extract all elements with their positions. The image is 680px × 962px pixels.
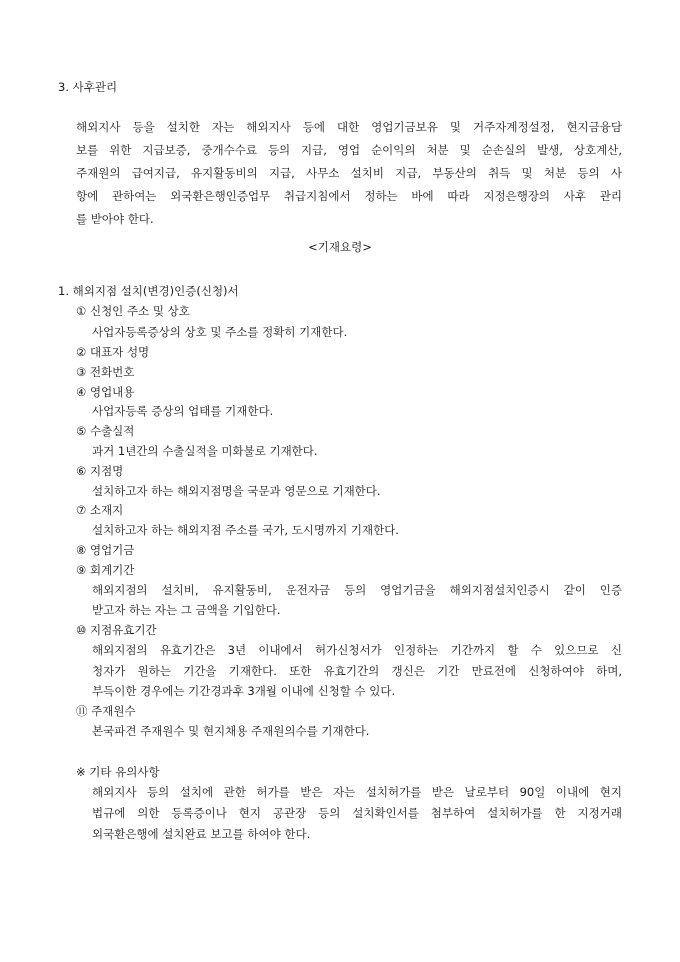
form-item-description: 부득이한 경우에는 기간경과후 3개월 이내에 신청할 수 있다. [92,684,396,698]
section-3-paragraph-line: 해외지사 등을 설치한 자는 해외지사 등에 대한 영업기금보유 및 거주자계정설정, 현지금융담 [76,120,622,134]
guide-title: <기재요령> [308,240,372,254]
form-item-label: ⑥ 지점명 [76,464,124,478]
section-3-paragraph-line: 보를 위한 지급보증, 중개수수료 등의 지급, 영업 순이익의 처분 및 순손실의 발생, 상호계산, [76,143,622,157]
form-item-label: ⑩ 지점유효기간 [76,623,157,637]
section-3-paragraph-line: 주재원의 급여지급, 유지활동비의 지급, 사무소 설치비 지급, 부동산의 취득 및 처분 등의 사 [76,166,622,180]
form-item-description: 사업자등록증상의 상호 및 주소를 정확히 기재한다. [92,325,348,339]
form-item-description: 사업자등록 증상의 업태를 기재한다. [92,404,274,418]
form-item-label: ④ 영업내용 [76,385,135,399]
form-item-description: 설치하고자 하는 해외지점명을 국문과 영문으로 기재한다. [92,484,381,498]
section-3-heading: 3. 사후관리 [58,80,118,94]
form-item-description: 해외지점의 설치비, 유지활동비, 운전자금 등의 영업기금을 해외지점설치인증시 같이 인증 [92,583,622,597]
form-item-description: 본국파견 주재원수 및 현지채용 주재원의수를 기재한다. [92,724,370,738]
section-3-paragraph-line: 를 받아야 한다. [76,212,154,226]
form-item-description: 청자가 원하는 기간을 기재한다. 또한 유효기간의 갱신은 기간 만료전에 신청하여야 하며, [92,664,622,678]
note-line: 법규에 의한 등록증이나 현지 공관장 등의 설치확인서를 첨부하여 설치허가를 한 지정거래 [92,806,622,820]
form-item-label: ⑤ 수출실적 [76,424,135,438]
note-line: 외국환은행에 설치완료 보고를 하여야 한다. [92,827,311,841]
form-item-label: ② 대표자 성명 [76,345,150,359]
form-item-description: 설치하고자 하는 해외지점 주소를 국가, 도시명까지 기재한다. [92,523,399,537]
note-line: 해외지사 등의 설치에 관한 허가를 받은 자는 설치허가를 받은 날로부터 90일 이내에 현지 [92,785,622,799]
form-item-label: ③ 전화번호 [76,365,135,379]
section-3-paragraph-line: 항에 관하여는 외국환은행인증업무 취급지침에서 정하는 바에 따라 지정은행장의 사후 관리 [76,189,622,203]
form-item-description: 받고자 하는 자는 그 금액을 기입한다. [92,603,281,617]
form-item-label: ⑦ 소재지 [76,503,124,517]
form-item-label: ① 신청인 주소 및 상호 [76,304,190,318]
form-heading: 1. 해외지점 설치(변경)인증(신청)서 [58,284,239,298]
form-item-label: ⑪ 주재원수 [76,704,136,718]
form-item-label: ⑧ 영업기금 [76,543,135,557]
form-item-label: ⑨ 회계기간 [76,563,135,577]
form-item-description: 해외지점의 유효기간은 3년 이내에서 허가신청서가 인정하는 기간까지 할 수 있으므로 신 [92,643,622,657]
note-heading: ※ 기타 유의사항 [76,765,160,779]
form-item-description: 과거 1년간의 수출실적을 미화불로 기재한다. [92,444,318,458]
